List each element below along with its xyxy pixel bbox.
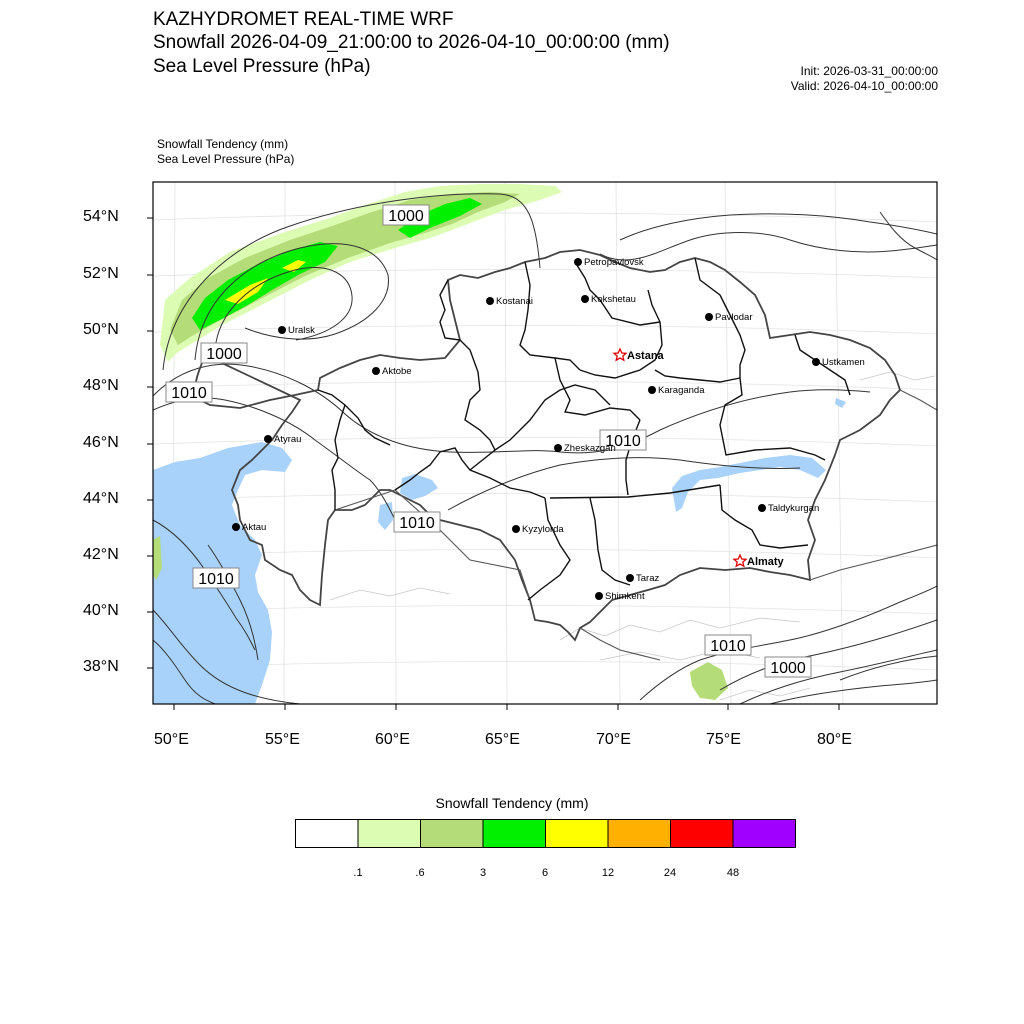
svg-text:1010: 1010	[710, 638, 746, 655]
aral-sea	[400, 474, 438, 500]
city-kokshetau	[581, 294, 636, 305]
colorbar-label: 6	[541, 867, 549, 879]
kazakhstan-border	[196, 250, 900, 640]
lon-label: 60°E	[375, 731, 410, 748]
city-almaty	[734, 555, 785, 568]
city-markers	[232, 257, 865, 602]
title-line-1: KAZHYDROMET REAL-TIME WRF	[153, 9, 454, 30]
lat-label: 50°N	[83, 321, 119, 338]
svg-text:1000: 1000	[770, 660, 806, 677]
valid-time: Valid: 2026-04-10_00:00:00	[790, 79, 938, 93]
city-kyzylorda	[512, 524, 564, 535]
colorbar-swatch	[358, 820, 421, 848]
svg-text:Petropavlovsk: Petropavlovsk	[584, 257, 644, 268]
lat-label: 44°N	[83, 490, 119, 507]
colorbar-swatch	[483, 820, 546, 848]
svg-text:Uralsk: Uralsk	[288, 325, 315, 336]
colorbar-label: 48	[726, 867, 740, 879]
contour-label	[201, 343, 247, 363]
svg-text:Taldykurgan: Taldykurgan	[768, 503, 820, 514]
contour-label	[193, 568, 239, 588]
colorbar-swatch	[296, 820, 359, 848]
contour-label	[705, 635, 751, 655]
contour-label	[765, 657, 811, 677]
city-uralsk	[278, 325, 315, 336]
svg-text:Taraz: Taraz	[636, 573, 660, 584]
lat-label: 54°N	[83, 208, 119, 225]
svg-text:Zheskazgan: Zheskazgan	[564, 443, 616, 454]
city-petropavlovsk	[574, 257, 644, 268]
city-pavlodar	[705, 312, 753, 323]
colorbar-swatch	[733, 820, 796, 848]
city-aktobe	[372, 366, 412, 377]
lat-label: 46°N	[83, 434, 119, 451]
colorbar-swatch	[608, 820, 671, 848]
title-line-2: Snowfall 2026-04-09_21:00:00 to 2026-04-10_00:00:00 (mm)	[153, 32, 670, 53]
city-taraz	[626, 573, 659, 584]
svg-text:Kokshetau: Kokshetau	[591, 294, 636, 305]
aral-sea-south	[378, 502, 393, 530]
field-label-snowfall: Snowfall Tendency (mm)	[157, 137, 289, 151]
svg-text:Kostanai: Kostanai	[496, 296, 533, 307]
svg-text:1010: 1010	[605, 433, 641, 450]
title-line-3: Sea Level Pressure (hPa)	[153, 56, 371, 77]
colorbar-swatch	[671, 820, 734, 848]
lon-label: 55°E	[265, 731, 300, 748]
svg-text:1000: 1000	[388, 208, 424, 225]
water-bodies	[153, 398, 846, 704]
colorbar-swatch	[546, 820, 609, 848]
contour-label	[383, 205, 429, 225]
contour-label	[394, 512, 440, 532]
city-zheskazgan	[554, 443, 616, 454]
colorbar-label: 24	[663, 867, 677, 879]
svg-text:1000: 1000	[206, 346, 242, 363]
lat-label: 38°N	[83, 658, 119, 675]
lon-label: 80°E	[817, 731, 852, 748]
svg-text:Atyrau: Atyrau	[274, 434, 302, 445]
svg-text:Aktau: Aktau	[242, 522, 267, 533]
city-astana	[614, 349, 665, 362]
terrain-lines	[330, 372, 935, 700]
svg-text:Kyzylorda: Kyzylorda	[522, 524, 564, 535]
colorbar-label: 12	[601, 867, 615, 879]
lat-label: 52°N	[83, 265, 119, 282]
init-time: Init: 2026-03-31_00:00:00	[800, 64, 938, 78]
lon-label: 65°E	[485, 731, 520, 748]
lon-label: 75°E	[706, 731, 741, 748]
city-taldykurgan	[758, 503, 819, 514]
province-borders	[318, 258, 850, 600]
colorbar-title: Snowfall Tendency (mm)	[435, 795, 589, 811]
lon-label: 70°E	[596, 731, 631, 748]
colorbar	[295, 819, 797, 849]
field-label-slp: Sea Level Pressure (hPa)	[157, 152, 295, 166]
city-shimkent	[595, 591, 645, 602]
colorbar-label: 3	[479, 867, 487, 879]
svg-text:Karaganda: Karaganda	[658, 385, 705, 396]
colorbar-label: .6	[415, 867, 425, 879]
lon-label: 50°E	[154, 731, 189, 748]
svg-text:Shimkent: Shimkent	[605, 591, 645, 602]
svg-text:1010: 1010	[399, 515, 435, 532]
city-kostanai	[486, 296, 533, 307]
city-ustkamen	[812, 357, 865, 368]
lat-label: 48°N	[83, 377, 119, 394]
lat-label: 40°N	[83, 602, 119, 619]
city-karaganda	[648, 385, 705, 396]
snow-spot-south	[690, 662, 728, 700]
svg-text:Aktobe: Aktobe	[382, 366, 412, 377]
lat-label: 42°N	[83, 546, 119, 563]
colorbar-swatch	[421, 820, 484, 848]
svg-text:1010: 1010	[171, 385, 207, 402]
svg-text:Almaty: Almaty	[747, 556, 784, 568]
svg-text:Astana: Astana	[627, 350, 664, 362]
colorbar-label: .1	[353, 867, 363, 879]
contour-label	[166, 382, 212, 402]
svg-text:Ustkamen: Ustkamen	[822, 357, 865, 368]
svg-text:1010: 1010	[198, 571, 234, 588]
svg-text:Pavlodar: Pavlodar	[715, 312, 753, 323]
zaysan-lake	[835, 398, 846, 408]
